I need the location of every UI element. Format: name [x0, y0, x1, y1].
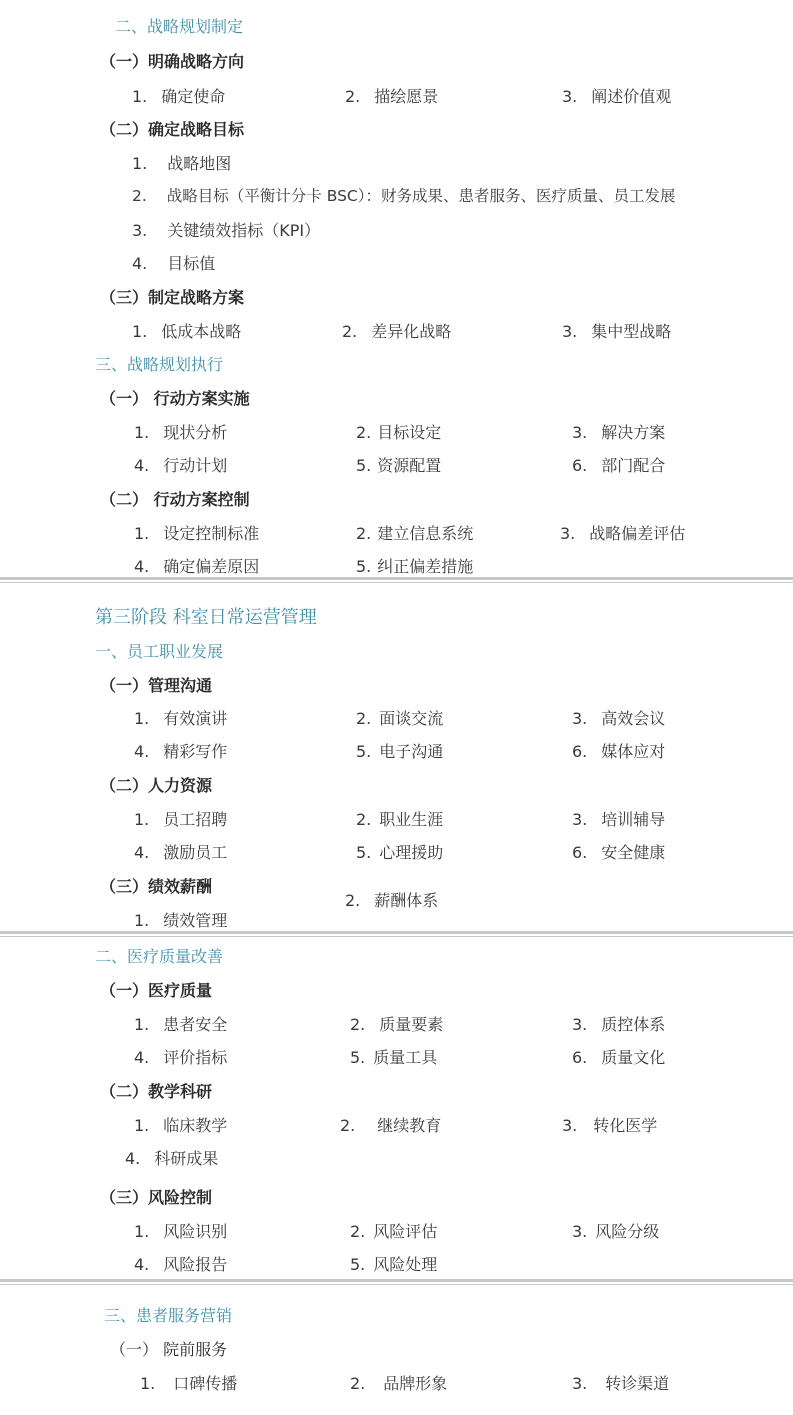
section-heading: 三、战略规划执行 — [95, 355, 224, 374]
list-item: 1. 临床教学 — [134, 1116, 228, 1135]
list-item: 4. 精彩写作 — [134, 742, 228, 761]
section-divider — [0, 1279, 793, 1285]
list-item: 3. 战略偏差评估 — [560, 524, 686, 543]
list-item: 1. 口碑传播 — [140, 1374, 238, 1393]
subsection-heading: （二）教学科研 — [100, 1082, 213, 1101]
list-item: 1. 员工招聘 — [134, 810, 228, 829]
list-item: 3. 解决方案 — [572, 423, 666, 442]
list-item: 3. 转化医学 — [562, 1116, 658, 1135]
list-item: 2. 建立信息系统 — [356, 524, 474, 543]
list-item: 4. 目标值 — [132, 254, 216, 273]
list-item: 5. 电子沟通 — [356, 742, 444, 761]
section-divider — [0, 931, 793, 937]
list-item: 4. 科研成果 — [125, 1149, 219, 1168]
list-item: 4. 风险报告 — [134, 1255, 228, 1274]
section-heading: 二、战略规划制定 — [115, 17, 244, 36]
list-item: 2. 职业生涯 — [356, 810, 444, 829]
subsection-heading: （三）绩效薪酬 — [100, 877, 213, 896]
list-item: 2. 目标设定 — [356, 423, 442, 442]
section-heading: 一、员工职业发展 — [95, 642, 224, 661]
subsection-heading: （二） 行动方案控制 — [100, 490, 250, 509]
list-item: 3. 转诊渠道 — [572, 1374, 670, 1393]
list-item: 2. 质量要素 — [350, 1015, 444, 1034]
list-item: 2. 描绘愿景 — [345, 87, 439, 106]
list-item: 3. 高效会议 — [572, 709, 666, 728]
list-item: 2. 风险评估 — [350, 1222, 438, 1241]
list-item: 1. 绩效管理 — [134, 911, 228, 930]
list-item: 5. 风险处理 — [350, 1255, 438, 1274]
list-item: 3. 培训辅导 — [572, 810, 666, 829]
list-item: 4. 确定偏差原因 — [134, 557, 260, 576]
list-item: 1. 有效演讲 — [134, 709, 228, 728]
subsection-heading: （三）制定战略方案 — [100, 288, 245, 307]
list-item: 6. 部门配合 — [572, 456, 666, 475]
list-item: 1. 设定控制标准 — [134, 524, 260, 543]
section-heading: 三、患者服务营销 — [104, 1306, 233, 1325]
list-item: 3. 风险分级 — [572, 1222, 660, 1241]
list-item: 6. 质量文化 — [572, 1048, 666, 1067]
subsection-heading: （三）风险控制 — [100, 1188, 213, 1207]
list-item: 1. 低成本战略 — [132, 322, 242, 341]
list-item: 1. 确定使命 — [132, 87, 226, 106]
subsection-heading: （一） 行动方案实施 — [100, 389, 250, 408]
list-item: 1. 患者安全 — [134, 1015, 228, 1034]
list-item: 6. 安全健康 — [572, 843, 666, 862]
list-item: 5. 心理援助 — [356, 843, 444, 862]
list-item: 5. 质量工具 — [350, 1048, 438, 1067]
list-item: 2. 面谈交流 — [356, 709, 444, 728]
list-item: 4. 激励员工 — [134, 843, 228, 862]
section-divider — [0, 577, 793, 583]
subsection-heading: （二）人力资源 — [100, 776, 213, 795]
list-item: 2. 战略目标（平衡计分卡 BSC）：财务成果、患者服务、医疗质量、员工发展 — [132, 187, 676, 205]
list-item: 5. 纠正偏差措施 — [356, 557, 474, 576]
subsection-heading: （二）确定战略目标 — [100, 120, 245, 139]
list-item: 3. 阐述价值观 — [562, 87, 672, 106]
list-item: 4. 评价指标 — [134, 1048, 228, 1067]
list-item: 1. 战略地图 — [132, 154, 232, 173]
list-item: 6. 媒体应对 — [572, 742, 666, 761]
list-item: 1. 风险识别 — [134, 1222, 228, 1241]
list-item: 1. 现状分析 — [134, 423, 228, 442]
stage-heading: 第三阶段 科室日常运营管理 — [95, 607, 317, 628]
list-item: 5. 资源配置 — [356, 456, 442, 475]
list-item: 2. 继续教育 — [340, 1116, 442, 1135]
subsection-heading: （一）明确战略方向 — [100, 52, 245, 71]
list-item: 2. 差异化战略 — [342, 322, 452, 341]
section-heading: 二、医疗质量改善 — [95, 947, 224, 966]
subsection-heading: （一）医疗质量 — [100, 981, 213, 1000]
subsection-heading: （一） 院前服务 — [110, 1340, 228, 1359]
list-item: 3. 质控体系 — [572, 1015, 666, 1034]
list-item: 3. 关键绩效指标（KPI） — [132, 221, 321, 240]
subsection-heading: （一）管理沟通 — [100, 676, 213, 695]
list-item: 3. 集中型战略 — [562, 322, 672, 341]
list-item: 2. 品牌形象 — [350, 1374, 448, 1393]
list-item: 2. 薪酬体系 — [345, 891, 439, 910]
list-item: 4. 行动计划 — [134, 456, 228, 475]
